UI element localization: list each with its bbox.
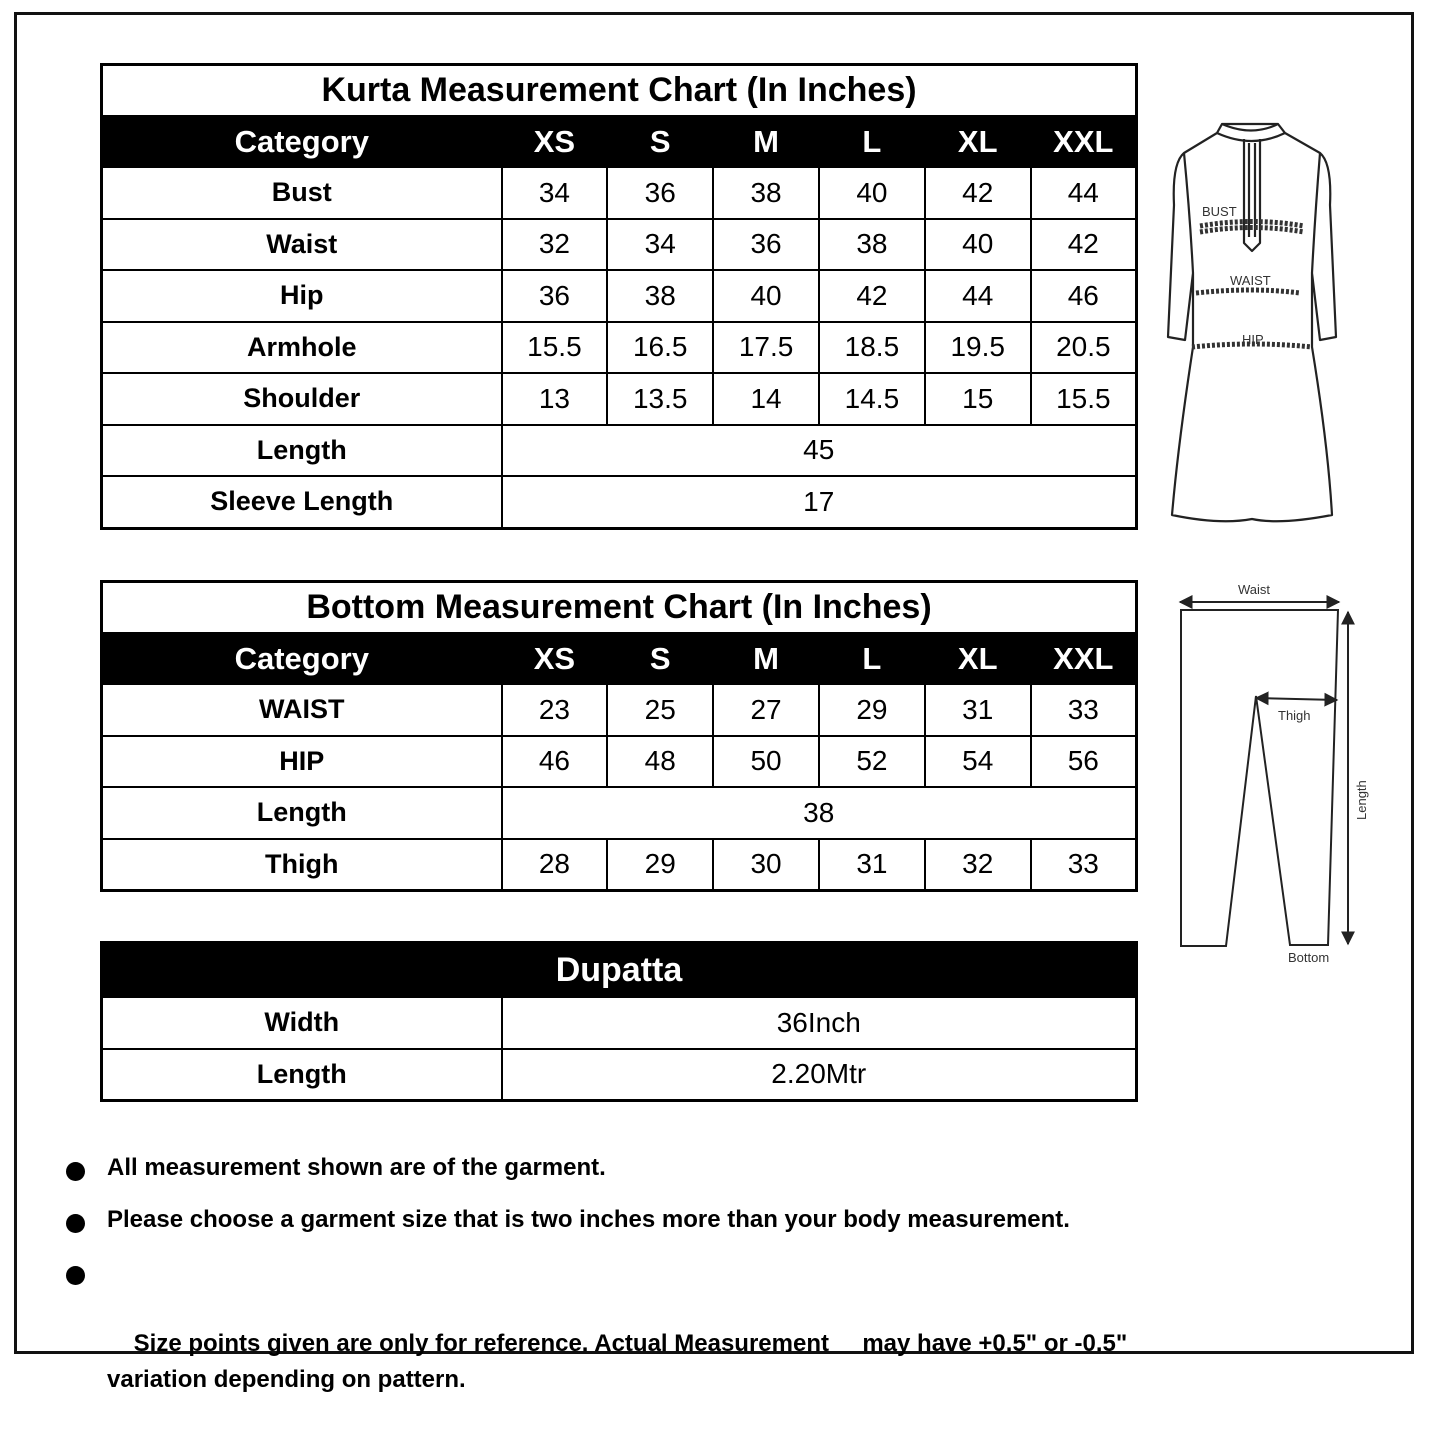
table-cell: 23 xyxy=(502,684,608,736)
kurta-header-row xyxy=(102,116,1137,167)
header-size-xs: XS xyxy=(502,633,608,684)
table-cell: 56 xyxy=(1031,736,1137,788)
table-cell: 31 xyxy=(819,839,925,891)
row-label: WAIST xyxy=(102,684,502,736)
table-cell: 34 xyxy=(607,219,713,271)
header-size-xxl: XXL xyxy=(1031,633,1137,684)
table-cell: 36 xyxy=(713,219,819,271)
table-cell: 38 xyxy=(607,270,713,322)
table-row xyxy=(102,476,1137,528)
bottom-chart-title: Bottom Measurement Chart (In Inches) xyxy=(102,582,1137,634)
pants-bottom-label: Bottom xyxy=(1288,950,1330,965)
header-category: Category xyxy=(102,633,502,684)
table-cell: 34 xyxy=(502,167,608,219)
table-cell: 28 xyxy=(502,839,608,891)
row-label: Width xyxy=(102,997,502,1049)
table-cell: 42 xyxy=(819,270,925,322)
table-cell-span: 17 xyxy=(502,476,1137,528)
table-row xyxy=(102,1049,1137,1101)
bullet-icon xyxy=(66,1214,85,1233)
table-cell: 44 xyxy=(1031,167,1137,219)
note-text: All measurement shown are of the garment. xyxy=(107,1154,606,1181)
table-cell: 33 xyxy=(1031,684,1137,736)
dupatta-title: Dupatta xyxy=(102,943,1137,998)
table-cell: 15 xyxy=(925,373,1031,425)
table-cell-span: 45 xyxy=(502,425,1137,477)
table-cell: 40 xyxy=(925,219,1031,271)
table-row xyxy=(102,684,1137,736)
table-cell: 42 xyxy=(925,167,1031,219)
table-cell: 40 xyxy=(819,167,925,219)
row-label: Sleeve Length xyxy=(102,476,502,528)
table-cell: 29 xyxy=(607,839,713,891)
table-cell: 13.5 xyxy=(607,373,713,425)
kurta-chart-title: Kurta Measurement Chart (In Inches) xyxy=(102,65,1137,117)
header-size-xs: XS xyxy=(502,116,608,167)
table-cell: 20.5 xyxy=(1031,322,1137,374)
header-size-m: M xyxy=(713,116,819,167)
table-cell: 31 xyxy=(925,684,1031,736)
table-cell: 46 xyxy=(502,736,608,788)
table-row xyxy=(102,736,1137,788)
header-size-l: L xyxy=(819,116,925,167)
table-cell: 48 xyxy=(607,736,713,788)
header-category: Category xyxy=(102,116,502,167)
header-size-m: M xyxy=(713,633,819,684)
row-label: Hip xyxy=(102,270,502,322)
header-size-xxl: XXL xyxy=(1031,116,1137,167)
note-text: Please choose a garment size that is two inches more than your body measurement. xyxy=(107,1206,1070,1233)
list-item xyxy=(64,1254,1164,1393)
table-cell: 40 xyxy=(713,270,819,322)
kurta-hip-label: HIP xyxy=(1242,332,1264,347)
table-row xyxy=(102,425,1137,477)
row-label: Armhole xyxy=(102,322,502,374)
bottom-header-row xyxy=(102,633,1137,684)
table-row xyxy=(102,270,1137,322)
table-cell: 16.5 xyxy=(607,322,713,374)
row-label: Length xyxy=(102,787,502,839)
table-cell: 27 xyxy=(713,684,819,736)
header-size-l: L xyxy=(819,633,925,684)
table-cell: 36 xyxy=(502,270,608,322)
table-cell: 29 xyxy=(819,684,925,736)
table-cell: 15.5 xyxy=(1031,373,1137,425)
table-row xyxy=(102,322,1137,374)
row-label: HIP xyxy=(102,736,502,788)
kurta-illustration xyxy=(1160,115,1345,530)
pants-length-label: Length xyxy=(1354,780,1369,820)
table-cell: 50 xyxy=(713,736,819,788)
pants-illustration xyxy=(1170,578,1375,973)
table-row xyxy=(102,373,1137,425)
bottom-measurement-table xyxy=(100,580,1138,892)
row-label: Bust xyxy=(102,167,502,219)
table-row xyxy=(102,167,1137,219)
table-row xyxy=(102,997,1137,1049)
table-cell: 42 xyxy=(1031,219,1137,271)
header-size-xl: XL xyxy=(925,633,1031,684)
row-label: Length xyxy=(102,425,502,477)
table-cell: 13 xyxy=(502,373,608,425)
table-cell: 36Inch xyxy=(502,997,1137,1049)
table-cell: 44 xyxy=(925,270,1031,322)
table-row xyxy=(102,839,1137,891)
table-cell: 14.5 xyxy=(819,373,925,425)
list-item xyxy=(64,1202,1164,1254)
table-cell: 54 xyxy=(925,736,1031,788)
table-cell: 32 xyxy=(925,839,1031,891)
bullet-icon xyxy=(66,1162,85,1181)
table-cell: 15.5 xyxy=(502,322,608,374)
row-label: Thigh xyxy=(102,839,502,891)
row-label: Shoulder xyxy=(102,373,502,425)
note-text: Size points given are only for reference. Actual Measurement may have +0.5" or -0.5" variation depending on pattern. xyxy=(107,1330,1134,1393)
table-cell: 14 xyxy=(713,373,819,425)
table-cell: 46 xyxy=(1031,270,1137,322)
table-cell: 38 xyxy=(819,219,925,271)
table-cell: 25 xyxy=(607,684,713,736)
kurta-measurement-table xyxy=(100,63,1138,530)
header-size-s: S xyxy=(607,116,713,167)
table-cell: 19.5 xyxy=(925,322,1031,374)
dupatta-table xyxy=(100,941,1138,1102)
table-cell: 52 xyxy=(819,736,925,788)
pants-waist-label: Waist xyxy=(1238,582,1271,597)
notes-list xyxy=(64,1150,1164,1393)
table-cell: 33 xyxy=(1031,839,1137,891)
kurta-waist-label: WAIST xyxy=(1230,273,1271,288)
kurta-bust-label: BUST xyxy=(1202,204,1237,219)
table-cell: 32 xyxy=(502,219,608,271)
table-row xyxy=(102,219,1137,271)
table-cell: 30 xyxy=(713,839,819,891)
list-item xyxy=(64,1150,1164,1202)
bullet-icon xyxy=(66,1266,85,1285)
header-size-xl: XL xyxy=(925,116,1031,167)
table-cell: 38 xyxy=(713,167,819,219)
table-cell: 2.20Mtr xyxy=(502,1049,1137,1101)
row-label: Waist xyxy=(102,219,502,271)
table-row xyxy=(102,787,1137,839)
table-cell-span: 38 xyxy=(502,787,1137,839)
pants-thigh-label: Thigh xyxy=(1278,708,1311,723)
header-size-s: S xyxy=(607,633,713,684)
table-cell: 18.5 xyxy=(819,322,925,374)
row-label: Length xyxy=(102,1049,502,1101)
table-cell: 17.5 xyxy=(713,322,819,374)
table-cell: 36 xyxy=(607,167,713,219)
